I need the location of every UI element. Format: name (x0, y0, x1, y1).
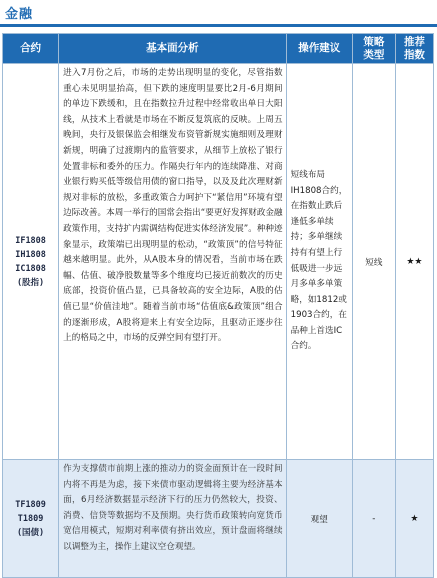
table-row (3, 460, 434, 578)
advice-cell: 观望 (286, 460, 352, 578)
advice-cell: 短线布局IH1808合约，在指数止跌后逢低多单续持；多单继续持有有望上行低吸进一步远月多单多单策略，如1812或1903合约，在品种上首选IC合约。 (286, 64, 352, 460)
header-rating-text: 推荐 指数 (403, 35, 425, 61)
contract-code: IC1808 (15, 263, 46, 274)
header-analysis: 基本面分析 (59, 34, 287, 64)
contract-code: IH1808 (15, 249, 46, 260)
header-strategy-type-text: 策略 类型 (363, 35, 385, 61)
table-header-row (3, 34, 434, 64)
analysis-cell: 作为支撑债市前期上涨的推动力的资金面预计在一段时间内将不再是为虑，接下来债市驱动逻辑将主要为经济基本面，6月经济数据显示经济下行的压力仍然较大，投资、消费、信贷等数据均不及预期。央行货币政策转向宽货币宽信用模式，短期对利率债有挤出效应，预计盘面将继续以调整为主，操作上建议空仓观望。 (59, 460, 287, 578)
table-row (3, 64, 434, 460)
header-strategy-type (352, 34, 395, 64)
contract-cell (3, 460, 59, 578)
analysis-cell: 进入7月份之后，市场的走势出现明显的变化，尽管指数重心未见明显抬高，但下跌的速度明显要比2月-6月期间的单边下跌缓和，且在指数拉升过程中经常收出单日大阳线，从技术上看就是市场在不断反复筑底的反映。上周五晚间，央行及银保监会相继发布资管新规实施细则及理财新规，明确了过渡期内的监管要求，从细节上放松了银行处置非标和委外的压力。作隔央行年内的连续降准、对商业银行购买低等级信用债的窗口指导，以及及此次理财新规对非标的放松，多重政策合力呵护下“紧信用”环境有望边际改善。本周一举行的国常会指出“要更好发挥财政金融政策作用，支持扩内需调结构促进实体经济发展”。种种迹象显示，政策端已出现明显的松动，“政策顶”的信号特征越来越明显。此外，从A股本身的情况看，当前市场在跌幅、估值、破净股数量等多个维度均已接近前数次的历史底部，投资价值凸显，已具备较高的安全边际，A股的估值已显“价值洼地”。随着当前市场“估值底&政策顶”组合的逐渐形成，A股将迎来上有安全边际，且驱动正逐步往上的格局之中，市场的反弹空间有望打开。 (59, 64, 287, 460)
contract-category: (国债) (16, 527, 45, 538)
contract-code: IF1808 (15, 235, 46, 246)
contract-code: T1809 (17, 513, 44, 524)
futures-table (2, 33, 434, 578)
header-contract: 合约 (3, 34, 59, 64)
contract-code: TF1809 (15, 499, 46, 510)
rating-stars: ★★ (395, 64, 433, 460)
rating-stars: ★ (395, 460, 433, 578)
header-advice: 操作建议 (286, 34, 352, 64)
contract-category: (股指) (16, 277, 45, 288)
section-title: 金融 (5, 7, 34, 22)
title-divider (0, 24, 437, 27)
strategy-cell: - (352, 460, 395, 578)
header-rating (395, 34, 433, 64)
contract-cell (3, 64, 59, 460)
strategy-cell: 短线 (352, 64, 395, 460)
